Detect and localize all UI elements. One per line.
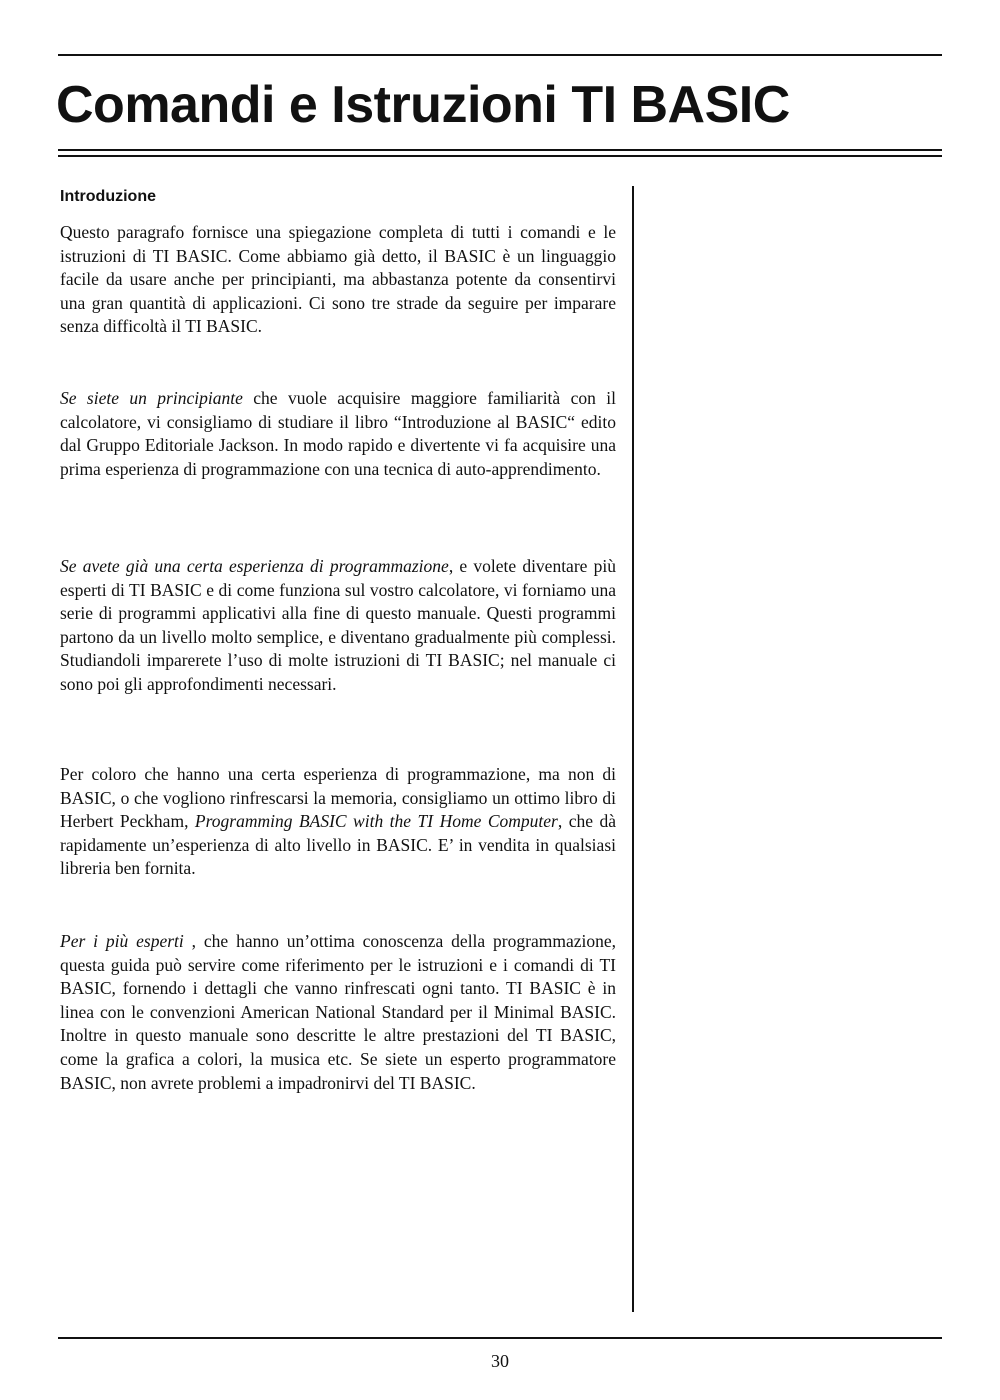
paragraph-experts [60,930,616,1095]
book-title: Programming BASIC with the TI Home Computer [194,811,558,832]
paragraph-experts-text: , che hanno un’ottima conoscenza della programmazione, questa guida può servire come riferimento per le istruzioni e i comandi di TI BASIC, fornendo i dettagli che vanno rinfrescati ogni tanto. TI BASIC è in linea con le convenzioni American National Standard per il Minimal BASIC. Inoltre in questo manuale sono descritte le altre prestazioni del TI BASIC, come la grafica a colori, la musica etc. Se siete un esperto programmatore BASIC, non avrete problemi a impadronirvi del TI BASIC. [60,931,616,1093]
paragraph-beginner-lead: Se siete un principiante [60,388,243,408]
title-rule-upper [58,149,942,151]
section-heading: Introduzione [60,188,156,205]
bottom-rule [58,1337,942,1339]
top-rule [58,54,942,56]
paragraph-some-experience [60,555,616,697]
title-rule-lower [58,155,942,157]
paragraph-intro [60,221,616,339]
paragraph-intro-text: Questo paragrafo fornisce una spiegazione completa di tutti i comandi e le istruzioni di TI BASIC. Come abbiamo già detto, il BASIC è un linguaggio facile da usare anche per principianti, ma abbastanza potente da consentirvi una gran quantità di applicazioni. Ci sono tre strade da seguire per imparare senza difficoltà il TI BASIC. [60,222,616,337]
paragraph-beginner [60,387,616,481]
page-number: 30 [491,1351,509,1371]
page-title: Comandi e Istruzioni TI BASIC [56,76,790,134]
paragraph-book-recommendation-after: , che dà rapidamente un’esperienza di alto livello in BASIC. E’ in vendita in qualsiasi libreria ben fornita. [60,811,616,879]
paragraph-experts-lead: Per i più esperti [60,931,184,951]
paragraph-some-experience-text: , e volete diventare più esperti di TI BASIC e di come funziona sul vostro calcolatore, vi forniamo una serie di programmi applicativi alla fine di questo manuale. Questi programmi partono da un livello molto semplice, e diventano gradualmente più complessi. Studiandoli imparerete l’uso di molte istruzioni di TI BASIC; nel manuale ci sono poi gli approfondimenti necessari. [60,556,616,694]
paragraph-beginner-text: che vuole acquisire maggiore familiarità con il calcolatore, vi consigliamo di studiare il libro “Introduzione al BASIC“ edito dal Gruppo Editoriale Jackson. In modo rapido e divertente vi fa acquisire una prima esperienza di programmazione con una tecnica di auto-apprendimento. [60,388,616,479]
paragraph-some-experience-lead: Se avete già una certa esperienza di programmazione [60,556,449,576]
paragraph-book-recommendation [60,763,616,881]
paragraph-book-recommendation-before: Per coloro che hanno una certa esperienza di programmazione, ma non di BASIC, o che vogliono rinfrescarsi la memoria, consigliamo un ottimo libro di Herbert Peckham, [60,764,616,832]
column-divider [632,186,634,1312]
